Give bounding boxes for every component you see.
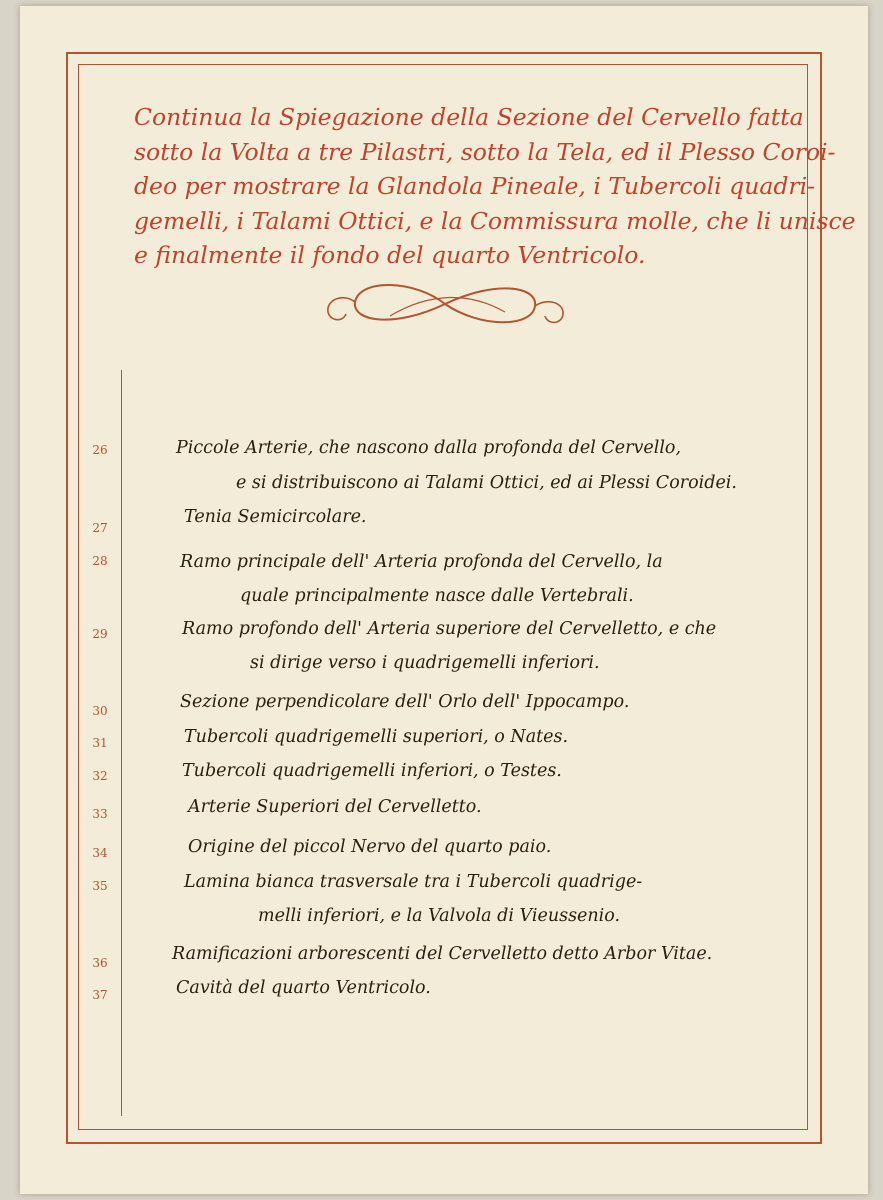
entry-number: 27 [92,521,108,535]
entry-number: 30 [92,704,108,718]
entry-number: 33 [92,807,108,821]
entry-number: 35 [92,879,108,893]
entry-text-line: Arterie Superiori del Cervelletto. [188,797,482,817]
entry-number: 36 [92,956,108,970]
entry-number: 29 [92,627,108,641]
entry-number: 26 [92,443,108,457]
ornamental-flourish-icon [320,272,570,336]
entry-text-line: Tubercoli quadrigemelli superiori, o Nates. [184,727,569,747]
entry-text-line: Ramo profondo dell' Arteria superiore del Cervelletto, e che [182,619,717,639]
entry-text-line: Tubercoli quadrigemelli inferiori, o Testes. [182,761,562,781]
entry-text-line: melli inferiori, e la Valvola di Vieussenio. [258,906,621,926]
page-heading [134,100,856,273]
entry-number: 31 [92,736,108,750]
entry-number: 28 [92,554,108,568]
heading-line: deo per mostrare la Glandola Pineale, i Tubercoli quadri- [134,172,816,200]
entry-text-line: Cavità del quarto Ventricolo. [176,978,431,998]
heading-line: Continua la Spiegazione della Sezione del Cervello fatta [134,103,804,131]
entry-text-line: e si distribuiscono ai Talami Ottici, ed ai Plessi Coroidei. [236,473,737,493]
entry-text-line: Origine del piccol Nervo del quarto paio. [188,837,552,857]
entry-text-line: Piccole Arterie, che nascono dalla profonda del Cervello, [176,438,682,458]
entry-text-line: Ramo principale dell' Arteria profonda del Cervello, la [180,552,663,572]
heading-line: gemelli, i Talami Ottici, e la Commissura molle, che li unisce [134,206,856,235]
entry-number: 34 [92,846,108,860]
entry-text-line: quale principalmente nasce dalle Vertebrali. [240,586,634,606]
entry-text-line: Sezione perpendicolare dell' Orlo dell' Ippocampo. [180,692,630,712]
entry-text-line: si dirige verso i quadrigemelli inferiori. [250,653,600,673]
entry-number: 37 [92,988,108,1002]
entry-text-line: Lamina bianca trasversale tra i Tubercoli quadrige- [184,872,643,892]
entry-text-line: Tenia Semicircolare. [184,507,367,527]
entry-number: 32 [92,769,108,783]
margin-rule [121,370,122,1116]
heading-line: e finalmente il fondo del quarto Ventricolo. [134,241,646,269]
entry-text-line: Ramificazioni arborescenti del Cervelletto detto Arbor Vitae. [172,944,713,964]
heading-line: sotto la Volta a tre Pilastri, sotto la Tela, ed il Plesso Coroi- [134,137,836,166]
